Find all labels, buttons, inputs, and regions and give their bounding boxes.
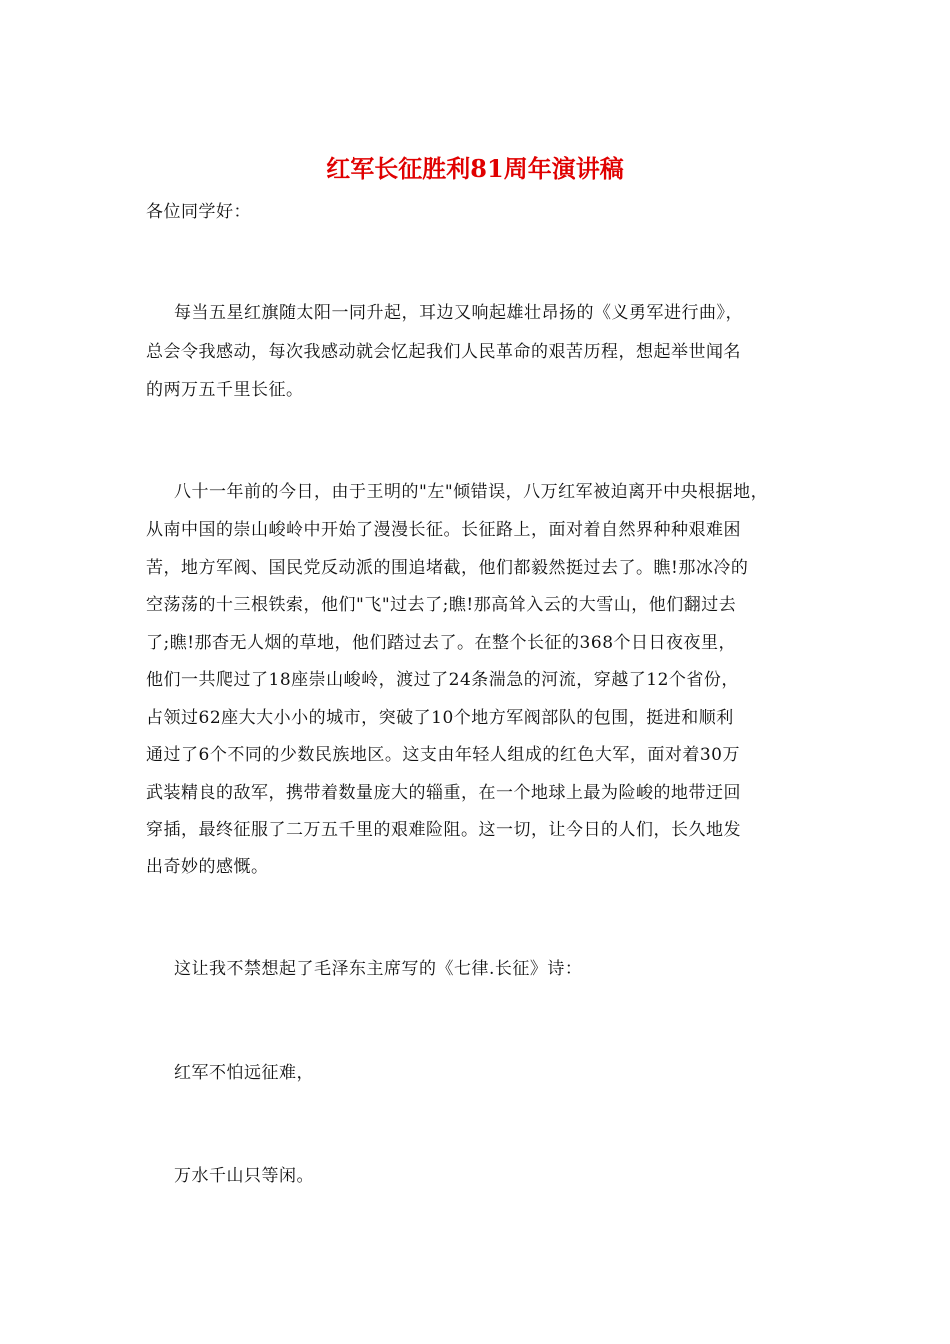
- paragraph-line: 苦，地方军阀、国民党反动派的围追堵截，他们都毅然挺过去了。瞧!那冰冷的: [146, 558, 749, 578]
- paragraph-line: 每当五星红旗随太阳一同升起，耳边又响起雄壮昂扬的《义勇军进行曲》，: [174, 303, 743, 323]
- paragraph-line: 从南中国的崇山峻岭中开始了漫漫长征。长征路上，面对着自然界种种艰难困: [146, 520, 741, 540]
- document-title: 红军长征胜利81周年演讲稿: [326, 154, 624, 183]
- paragraph-line: 万水千山只等闲。: [174, 1166, 314, 1186]
- paragraph-line: 武装精良的敌军，携带着数量庞大的辎重，在一个地球上最为险峻的地带迂回: [146, 783, 741, 803]
- paragraph-line: 空荡荡的十三根铁索，他们"飞"过去了;瞧!那高耸入云的大雪山，他们翻过去: [146, 595, 737, 615]
- paragraph-line: 他们一共爬过了18座崇山峻岭，渡过了24条湍急的河流，穿越了12个省份，: [146, 670, 739, 690]
- paragraph-line: 的两万五千里长征。: [146, 380, 304, 400]
- paragraph-line: 总会令我感动，每次我感动就会忆起我们人民革命的艰苦历程，想起举世闻名: [146, 342, 741, 362]
- paragraph-line: 通过了6个不同的少数民族地区。这支由年轻人组成的红色大军，面对着30万: [146, 745, 740, 765]
- greeting: 各位同学好：: [146, 202, 251, 222]
- paragraph-line: 八十一年前的今日，由于王明的"左"倾错误，八万红军被迫离开中央根据地，: [174, 482, 769, 502]
- paragraph-line: 了;瞧!那杳无人烟的草地，他们踏过去了。在整个长征的368个日日夜夜里，: [146, 633, 737, 653]
- paragraph-line: 红军不怕远征难，: [174, 1063, 314, 1083]
- paragraph-line: 占领过62座大大小小的城市，突破了10个地方军阀部队的包围，挺进和顺利: [146, 708, 734, 728]
- paragraph-line: 出奇妙的感慨。: [146, 857, 269, 877]
- paragraph-line: 这让我不禁想起了毛泽东主席写的《七律.长征》诗：: [174, 959, 583, 979]
- paragraph-line: 穿插，最终征服了二万五千里的艰难险阻。这一切，让今日的人们，长久地发: [146, 820, 741, 840]
